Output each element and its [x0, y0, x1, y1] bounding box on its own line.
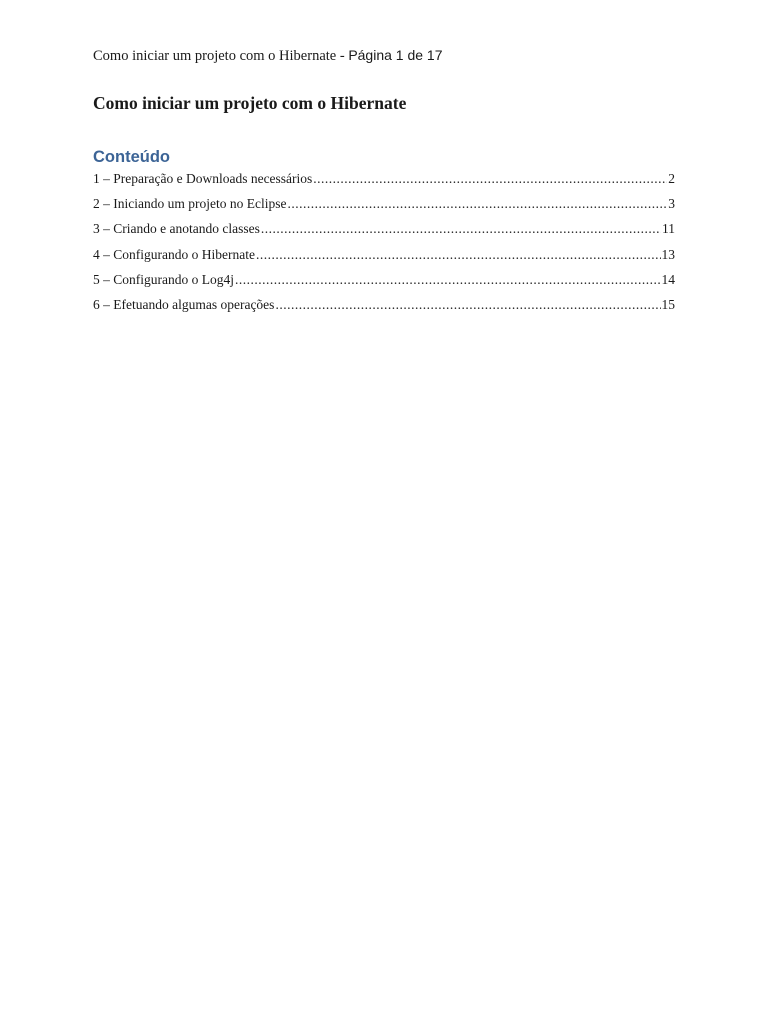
toc-entry-label: 5 – Configurando o Log4j [93, 271, 234, 287]
toc-entry-preparacao[interactable] [93, 169, 675, 194]
toc-entry-page: 15 [661, 296, 675, 312]
toc-entry-page: 3 [668, 196, 675, 212]
toc-entry-configurando-log4j[interactable] [93, 270, 675, 295]
toc-entry-efetuando[interactable] [93, 295, 675, 320]
toc-entry-page: 14 [661, 271, 675, 287]
page-header [93, 44, 693, 66]
toc-entry-page: 13 [661, 246, 675, 262]
toc-entry-page: 2 [668, 171, 675, 186]
header-doc-title: Como iniciar um projeto com o Hibernate [93, 48, 337, 64]
header-page-indicator: Página 1 de 17 [348, 47, 443, 63]
toc-dot-leader [313, 169, 667, 189]
toc-entry-label: 1 – Preparação e Downloads necessários [93, 171, 313, 186]
document-title: Como iniciar um projeto com o Hibernate [93, 93, 407, 113]
toc-heading: Conteúdo [93, 148, 170, 166]
table-of-contents [93, 169, 675, 320]
toc-entry-criando[interactable] [93, 219, 675, 244]
toc-dot-leader [261, 219, 661, 239]
toc-entry-configurando-hibernate[interactable] [93, 245, 675, 270]
toc-entry-label: 4 – Configurando o Hibernate [93, 246, 255, 262]
header-separator: - [336, 48, 349, 64]
toc-entry-label: 2 – Iniciando um projeto no Eclipse [93, 196, 287, 212]
toc-dot-leader [256, 245, 661, 265]
toc-dot-leader [235, 270, 661, 290]
toc-entry-label: 3 – Criando e anotando classes [93, 221, 260, 237]
toc-dot-leader [287, 194, 667, 214]
toc-dot-leader [275, 295, 660, 315]
toc-entry-iniciando[interactable] [93, 194, 675, 219]
toc-entry-page: 11 [662, 221, 675, 237]
toc-entry-label: 6 – Efetuando algumas operações [93, 296, 275, 312]
